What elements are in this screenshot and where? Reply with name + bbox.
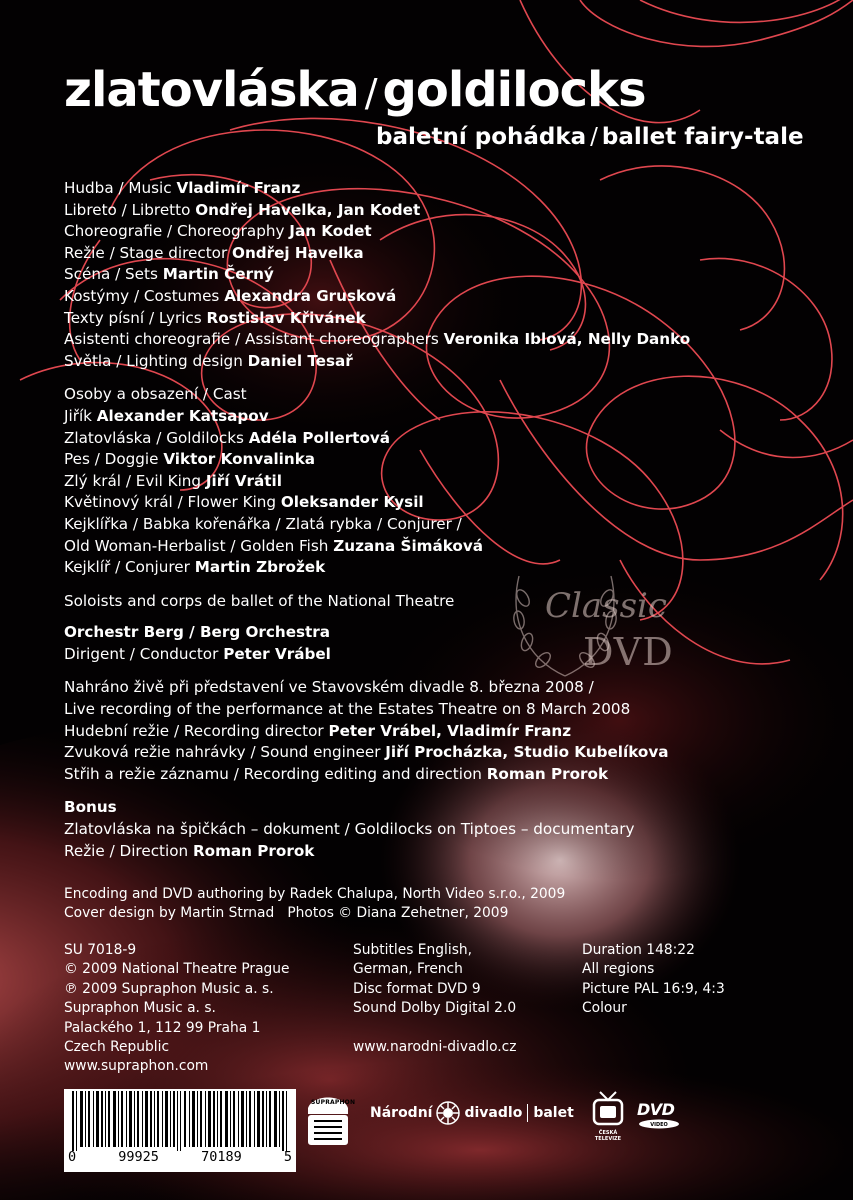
spacer [64,665,824,677]
barcode-digits: 0 99925 70189 5 [68,1149,292,1165]
cast-line: Kejklířka / Babka kořenářka / Zlatá rybka / Conjurer / [64,514,462,533]
credit-line: Texty písní / Lyrics Rostislav Křivánek [64,308,366,327]
recording-line-cz: Nahráno živě při představení ve Stavovském divadle 8. března 2008 / [64,678,594,697]
title-english: goldilocks [382,62,646,118]
nd-emblem-icon [435,1100,461,1126]
narodni-divadlo-balet-logo [370,1098,574,1128]
recording-line-en: Live recording of the performance at the Estates Theatre on 8 March 2008 [64,700,631,719]
credit-line: Kostýmy / Costumes Alexandra Grusková [64,286,397,305]
ct-logo-text: ČESKÁ TELEVIZE [594,1130,622,1142]
conductor-line: Dirigent / Conductor Peter Vrábel [64,644,331,663]
soloists-line: Soloists and corps de ballet of the National Theatre [64,591,455,610]
info-column-technical: Subtitles English, German, French Disc format DVD 9 Sound Dolby Digital 2.0 www.narodni-divadlo.cz [353,941,517,1057]
title-czech: zlatovláska [64,62,359,118]
cast-line: Zlatovláska / Goldilocks Adéla Pollertová [64,428,391,447]
nd-text-left: Národní [370,1105,433,1121]
info-column-format: Duration 148:22 All regions Picture PAL 16:9, 4:3 Colour [582,942,725,1017]
dvd-video-logo [637,1100,685,1136]
bonus-direction: Režie / Direction Roman Prorok [64,841,315,860]
balet-text: balet [533,1105,574,1121]
recording-credit: Hudební režie / Recording director Peter Vrábel, Vladimír Franz [64,721,572,740]
credit-line: Choreografie / Choreography Jan Kodet [64,222,372,241]
spacer [64,579,824,591]
cast-line: Jiřík Alexander Katsapov [64,406,269,425]
supraphon-logo [305,1088,356,1148]
credit-line: Režie / Stage director Ondřej Havelka [64,243,364,262]
info-column-label: SU 7018-9 © 2009 National Theatre Prague ℗ 2009 Supraphon Music a. s. Supraphon Music a. s. Palackého 1, 112 99 Praha 1 Czech Republic www.supraphon.com [64,942,290,1075]
divider [527,1104,528,1122]
spacer [64,612,824,622]
album-title [64,62,646,118]
supraphon-logo-text: SUPRAPHON [311,1099,356,1106]
subtitle-english: ballet fairy-tale [601,124,804,150]
subtitle-slash: / [590,124,598,150]
bonus-line: Zlatovláska na špičkách – dokument / Goldilocks on Tiptoes – documentary [64,820,635,839]
cast-line: Kejklíř / Conjurer Martin Zbrožek [64,558,326,577]
recording-credit: Zvuková režie nahrávky / Sound engineer Jiří Procházka, Studio Kubelíkova [64,743,669,762]
website-link[interactable]: www.narodni-divadlo.cz [353,1039,517,1056]
tv-icon [586,1090,630,1128]
spacer [64,785,824,797]
credits-list [64,178,824,862]
album-subtitle [376,124,804,150]
credit-line: Hudba / Music Vladimír Franz [64,179,301,197]
credit-line: Světla / Lighting design Daniel Tesař [64,351,353,370]
bonus-heading: Bonus [64,798,117,817]
credit-line: Scéna / Sets Martin Černý [64,265,274,284]
barcode-bars [64,1089,296,1151]
nd-text-right: divadlo [464,1105,523,1121]
dvd-video-text: VIDEO [650,1122,668,1128]
cast-line: Zlý král / Evil King Jiří Vrátil [64,471,282,490]
recording-credit: Střih a režie záznamu / Recording editing and direction Roman Prorok [64,764,609,783]
supraphon-emblem-icon [305,1088,351,1148]
encoding-line: Encoding and DVD authoring by Radek Chalupa, North Video s.r.o., 2009 [64,886,566,902]
cast-line: Květinový král / Flower King Oleksander Kysil [64,493,424,512]
barcode [64,1089,296,1172]
cover-design-line: Cover design by Martin Strnad Photos © Diana Zehetner, 2009 [64,905,509,922]
credit-line: Libreto / Libretto Ondřej Havelka, Jan Kodet [64,200,421,219]
orchestra-line: Orchestr Berg / Berg Orchestra [64,623,331,642]
ceska-televize-logo [586,1090,630,1142]
dvd-logo-text: DVD [637,1100,675,1119]
watermark-dvd-text: DVD [583,630,674,674]
cast-line: Pes / Doggie Viktor Konvalinka [64,450,316,469]
cast-heading: Osoby a obsazení / Cast [64,385,247,404]
spacer [64,372,824,384]
subtitle-czech: baletní pohádka [376,124,587,150]
watermark-classic-text: Classic [545,586,667,626]
credit-line: Asistenti choreografie / Assistant choreographers Veronika Iblová, Nelly Danko [64,330,691,349]
title-slash: / [364,71,377,115]
cast-line: Old Woman-Herbalist / Golden Fish Zuzana Šimáková [64,536,484,555]
production-credits [64,885,565,924]
